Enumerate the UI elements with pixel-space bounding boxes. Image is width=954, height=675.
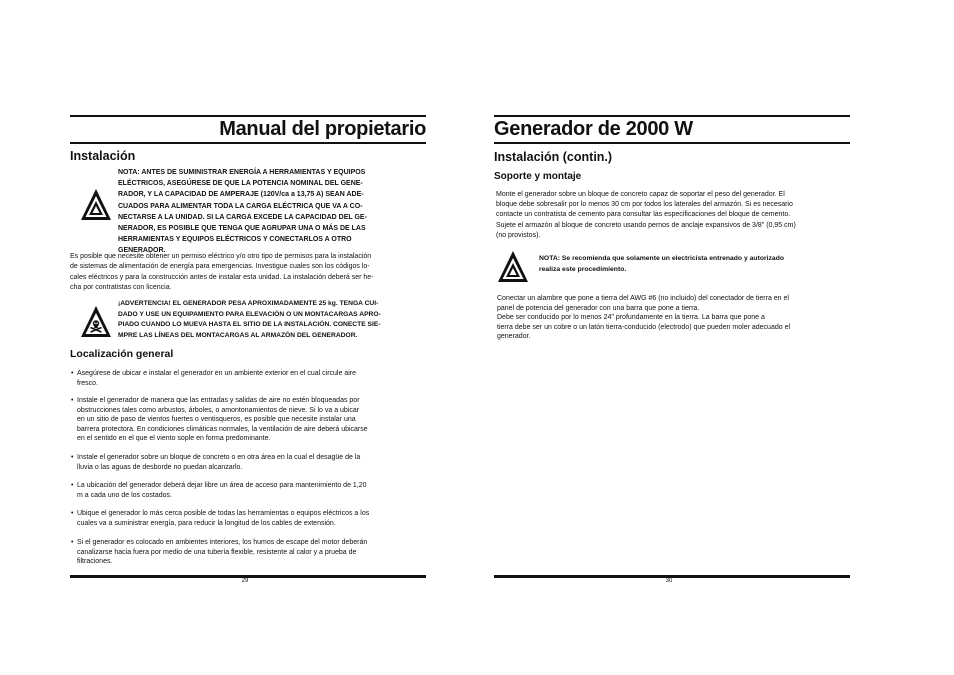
list-item (70, 369, 420, 388)
page-number: 29 (241, 578, 249, 584)
list-item-line: Instale el generador sobre un bloque de concreto o en otra área en la cual el desagüe de la (77, 454, 361, 461)
paragraph-line: panel de potencia del generador con una barra que pone a tierra. (497, 304, 700, 312)
paragraph-line: cha por contratistas con licencia. (70, 284, 172, 292)
title-rule (494, 142, 850, 144)
note-line: CUADOS PARA ALIMENTAR TODA LA CARGA ELÉCTRICA QUE VA A CO- (118, 202, 363, 210)
paragraph-line: de sistemas de alimentación de energía para emergencias. Investigue cuales son los códigos lo- (70, 263, 370, 271)
paragraph-line: (no provistos). (496, 231, 541, 239)
grounding-paragraph (497, 294, 853, 342)
list-item (70, 538, 420, 567)
paragraph-line: contacte un contratista de cemento para consultar las especificaciones del bloque de cemento. (496, 211, 791, 219)
section-heading-installation: Instalación (70, 149, 136, 163)
note-line: HERRAMIENTAS Y EQUIPOS ELÉCTRICOS Y CONECTARLOS A OTRO (118, 236, 352, 244)
bullet-dot: • (71, 397, 74, 404)
list-item (70, 453, 420, 472)
note-line: NOTA: ANTES DE SUMINISTRAR ENERGÍA A HERRAMIENTAS Y EQUIPOS (118, 169, 366, 176)
caution-triangle-icon (497, 250, 529, 284)
list-item-line: m a cada uno de los costados. (77, 491, 172, 499)
paragraph-line: Debe ser conducido por lo menos 24" profundamente en la tierra. La barra que pone a (497, 314, 765, 322)
warning-line: MPRE LAS LÍNEAS DEL MONTACARGAS AL ARMAZÓN DEL GENERADOR. (118, 331, 358, 339)
bullet-dot: • (71, 510, 74, 517)
warning-line: ¡ADVERTENCIA! EL GENERADOR PESA APROXIMADAMENTE 25 kg. TENGA CUI- (118, 300, 379, 307)
list-item-line: fresco. (77, 379, 99, 387)
page-title: Manual del propietario (219, 118, 426, 140)
list-item-line: filtraciones. (77, 558, 113, 566)
note-line: realiza este procedimiento. (539, 265, 627, 273)
list-item (70, 509, 420, 528)
list-item-line: Asegúrese de ubicar e instalar el generador en un ambiente exterior en el cual circule aire (77, 370, 356, 377)
paragraph-line: Sujete el armazón al bloque de concreto usando pernos de anclaje expansivos de 3/8" (0,95 cm) (496, 221, 796, 229)
bullet-dot: • (71, 539, 74, 546)
section-heading-installation-cont: Instalación (contin.) (494, 150, 613, 164)
title-rule (70, 142, 426, 144)
list-item-line: obstrucciones tales como arbustos, árboles, o amontonamientos de nieve. Si lo va a ubicar (77, 406, 360, 414)
page-title: Generador de 2000 W (494, 118, 693, 140)
warning-line: DADO Y USE UN EQUIPAMIENTO PARA ELEVACIÓN O UN MONTACARGAS APRO- (118, 310, 381, 318)
note-line: NOTA: Se recomienda que solamente un electricista entrenado y autorizado (539, 255, 784, 262)
electrician-note (539, 254, 844, 275)
page-number: 30 (665, 578, 673, 584)
list-item-line: Si el generador es colocado en ambientes interiores, los humos de escape del motor deberán (77, 539, 368, 546)
right-page (494, 0, 850, 675)
mounting-paragraph (496, 190, 852, 241)
list-item-line: cuales va a suministrar energía, para reducir la longitud de los cables de extensión. (77, 519, 336, 527)
bullet-dot: • (71, 482, 74, 489)
paragraph-line: Es posible que necesite obtener un permiso eléctrico y/o otro tipo de permisos para la instalación (70, 253, 372, 260)
list-item-line: lluvia o las aguas de desborde no puedan alcanzarlo. (77, 463, 243, 471)
note-line: GENERADOR. (118, 247, 166, 255)
paragraph-line: cales eléctricos y para la construcción antes de instalar esta unidad. La instalación deberá ser he- (70, 273, 374, 281)
permit-paragraph (70, 252, 420, 294)
note-line: ELÉCTRICOS, ASEGÚRESE DE QUE LA POTENCIA NOMINAL DEL GENE- (118, 180, 363, 188)
section-heading-location: Localización general (70, 348, 174, 360)
note-line: RADOR, Y LA CAPACIDAD DE AMPERAJE (120V/ca a 13,75 A) SEAN ADE- (118, 191, 364, 199)
list-item (70, 481, 420, 500)
list-item (70, 396, 420, 444)
list-item-line: Instale el generador de manera que las entradas y salidas de aire no estén bloqueadas por (77, 397, 360, 404)
paragraph-line: generador. (497, 333, 531, 341)
bullet-dot: • (71, 370, 74, 377)
subheading-support-mounting: Soporte y montaje (494, 171, 582, 182)
list-item-line: en un sitio de paso de vientos fuertes o ventisqueros, es posible que necesite instalar una (77, 416, 356, 424)
list-item-line: en el sentido en el que el viento sople en forma predominante. (77, 435, 271, 443)
list-item-line: barrera protectora. En condiciones climáticas normales, la ventilación de aire deberá ubicarse (77, 425, 368, 433)
left-page (70, 0, 426, 675)
list-item-line: canalizarse hacia fuera por medio de una tubería flexible, resistente al calor y a prueba de (77, 548, 357, 556)
paragraph-line: Monte el generador sobre un bloque de concreto capaz de soportar el peso del generador. El (496, 191, 785, 198)
caution-triangle-icon (80, 188, 112, 222)
list-item-line: La ubicación del generador deberá dejar libre un área de acceso para mantenimiento de 1,20 (77, 482, 367, 489)
list-item-line: Ubique el generador lo más cerca posible de todas las herramientas o equipos eléctricos a los (77, 510, 370, 517)
paragraph-line: tierra debe ser un cobre o un latón tierra-conducido (electrodo) que pueden moler adecuado el (497, 323, 791, 331)
warning-line: PIADO CUANDO LO MUEVA HASTA EL SITIO DE LA INSTALACIÓN. CONECTE SIE- (118, 321, 381, 328)
note-line: NECTARSE A LA UNIDAD. SI LA CARGA EXCEDE LA CAPACIDAD DEL GE- (118, 213, 367, 221)
paragraph-line: bloque debe sobresalir por lo menos 30 cm por todos los laterales del armazón. Si es necesario (496, 201, 793, 209)
skull-crossbones-triangle-icon (80, 305, 112, 339)
paragraph-line: Conectar un alambre que pone a tierra del AWG #6 (no incluido) del conectador de tierra en el (497, 295, 789, 302)
installation-note (118, 167, 411, 257)
bullet-dot: • (71, 454, 74, 461)
weight-warning (118, 299, 423, 341)
note-line: NERADOR, ES POSIBLE QUE TENGA QUE AGRUPAR UNA O MÁS DE LAS (118, 225, 366, 233)
